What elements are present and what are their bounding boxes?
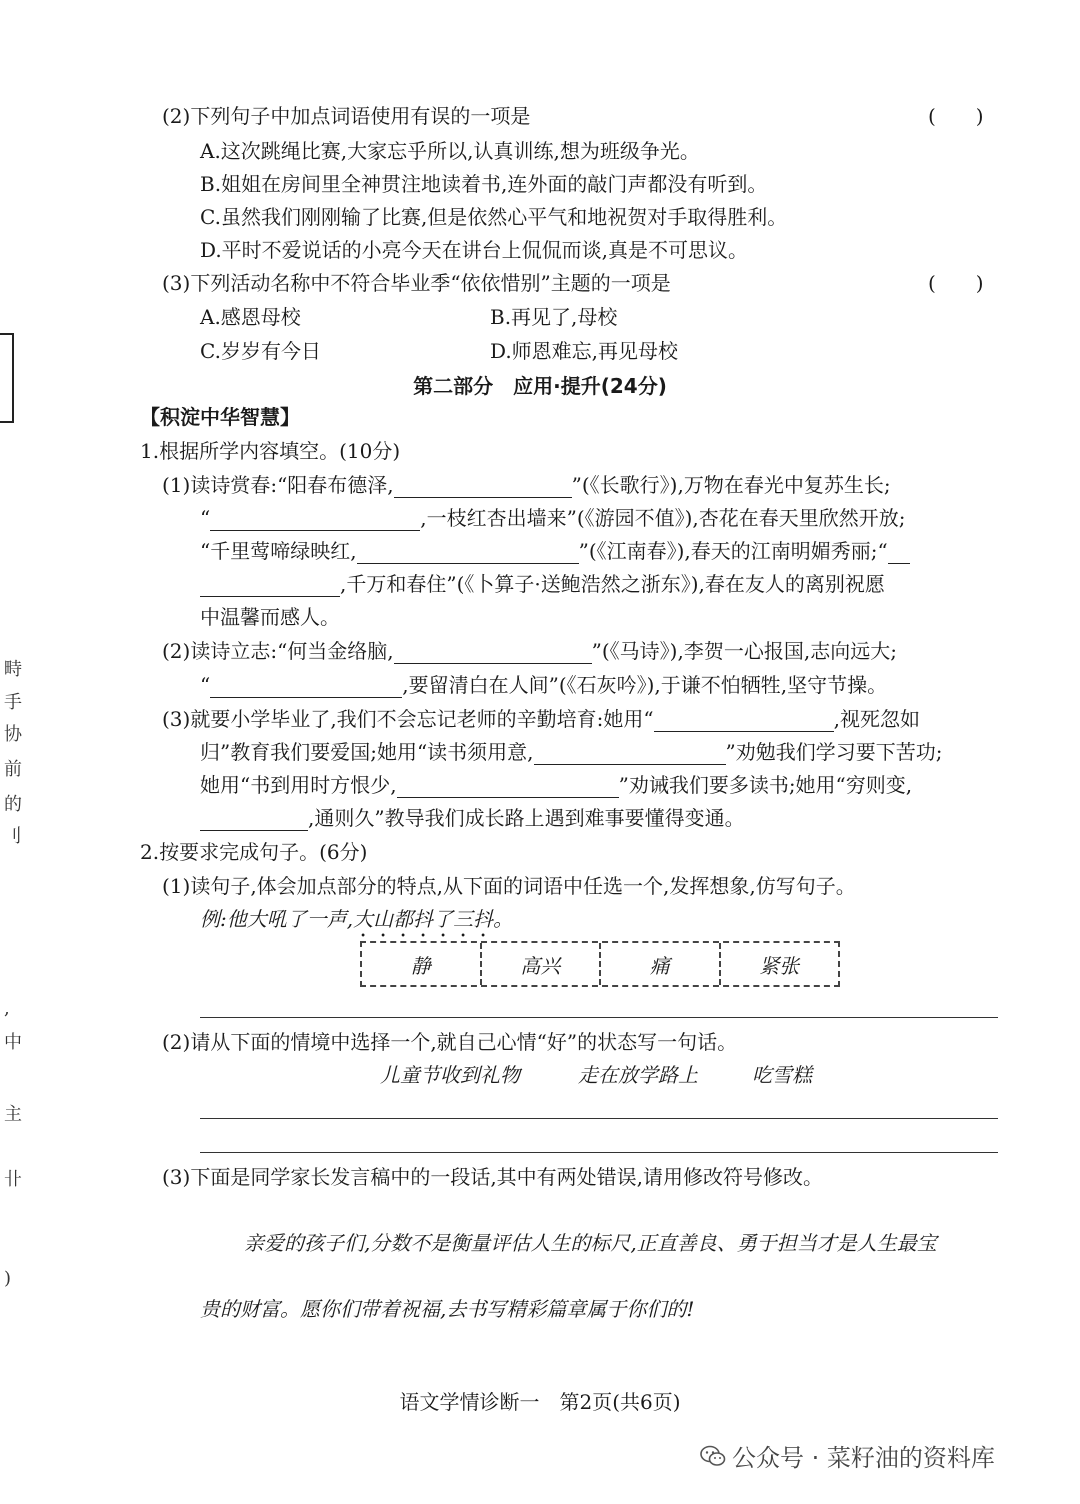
edge-glyph: 主 — [4, 1104, 22, 1125]
q3-option-c: C.岁岁有今日 — [200, 339, 321, 363]
fill-text: ,视死忽如 — [833, 707, 921, 731]
fill-p1-line3 — [200, 536, 910, 566]
fill-text: ”(《江南春》),春天的江南明媚秀丽;“ — [578, 539, 888, 563]
fill-p2-line1 — [162, 636, 897, 666]
edge-glyph: 前 — [4, 759, 22, 780]
scene-option: 走在放学路上 — [578, 1063, 698, 1087]
section-heading: 【积淀中华智慧】 — [140, 405, 300, 429]
sent-s1: (1)读句子,体会加点部分的特点,从下面的词语中任选一个,发挥想象,仿写句子。 — [162, 874, 856, 898]
answer-blank[interactable] — [534, 742, 726, 765]
answer-line[interactable] — [200, 1118, 998, 1119]
fill-text: ”(《长歌行》),万物在春光中复苏生长; — [571, 473, 891, 497]
part2-title: 第二部分 应用·提升(24分) — [413, 374, 667, 398]
fill-p3-line2 — [200, 737, 943, 767]
fill-p1-line4 — [200, 569, 885, 599]
fill-text: ,通则久”教导我们成长路上遇到难事要懂得变通。 — [308, 806, 745, 830]
q2-option-c: C.虽然我们刚刚输了比赛,但是依然心平气和地祝贺对手取得胜利。 — [200, 205, 788, 229]
answer-line[interactable] — [200, 1152, 998, 1153]
page-footer: 语文学情诊断一 第2页(共6页) — [399, 1390, 681, 1414]
scene-option: 吃雪糕 — [752, 1063, 812, 1087]
q2-option-a: A.这次跳绳比赛,大家忘乎所以,认真训练,想为班级争光。 — [200, 139, 700, 163]
answer-blank[interactable] — [888, 541, 910, 564]
answer-blank[interactable] — [200, 574, 340, 597]
fill-text: ”劝诫我们要多读书;她用“穷则变, — [618, 773, 913, 797]
fill-title: 1.根据所学内容填空。(10分) — [140, 439, 401, 463]
watermark-text: 公众号 · 菜籽油的资料库 — [732, 1444, 995, 1472]
fill-text: “ — [200, 506, 211, 530]
fill-text: (1)读诗赏春:“阳春布德泽, — [162, 473, 394, 497]
fill-p2-line2 — [200, 670, 887, 700]
speech-paragraph-line2: 贵的财富。愿你们带着祝福,去书写精彩篇章属于你们的! — [200, 1297, 695, 1321]
word-option[interactable]: 高兴 — [482, 943, 602, 985]
wechat-icon — [700, 1445, 726, 1467]
q3-stem: (3)下列活动名称中不符合毕业季“依依惜别”主题的一项是 — [162, 271, 671, 295]
q2-answer-paren: ( ) — [928, 104, 984, 128]
watermark — [700, 1438, 995, 1473]
sent-s3: (3)下面是同学家长发言稿中的一段话,其中有两处错误,请用修改符号修改。 — [162, 1165, 824, 1189]
edge-glyph: 中 — [4, 1032, 22, 1053]
word-choice-box — [360, 941, 840, 987]
answer-blank[interactable] — [200, 808, 308, 831]
fill-p1-line1 — [162, 470, 891, 500]
word-option[interactable]: 静 — [362, 943, 482, 985]
edge-glyph: 手 — [4, 692, 22, 713]
q2-stem: (2)下列句子中加点词语使用有误的一项是 — [162, 104, 531, 128]
fill-text: ,要留清白在人间”(《石灰吟》),于谦不怕牺牲,坚守节操。 — [402, 673, 888, 697]
q3-option-d: D.师恩难忘,再见母校 — [490, 339, 679, 363]
sent-example — [200, 904, 513, 942]
fill-p3-line4 — [200, 803, 745, 833]
answer-blank[interactable] — [210, 675, 402, 698]
answer-blank[interactable] — [397, 775, 619, 798]
fill-p3-line3 — [200, 770, 912, 800]
edge-glyph: ) — [4, 1268, 12, 1289]
fill-text: 归”教育我们要爱国;她用“读书须用意, — [200, 740, 534, 764]
edge-glyph: 的 — [4, 794, 22, 815]
fill-text: “千里莺啼绿映红, — [200, 539, 357, 563]
answer-blank[interactable] — [394, 475, 572, 498]
edge-glyph: 协 — [4, 724, 22, 745]
q3-option-a: A.感恩母校 — [200, 305, 301, 329]
fill-text: ,千万和春住”(《卜算子·送鲍浩然之浙东》),春在友人的离别祝愿 — [340, 572, 885, 596]
q2-option-d: D.平时不爱说话的小亮今天在讲台上侃侃而谈,真是不可思议。 — [200, 238, 749, 262]
answer-blank[interactable] — [654, 709, 834, 732]
sent-title: 2.按要求完成句子。(6分) — [140, 840, 368, 864]
fill-text: “ — [200, 673, 211, 697]
answer-blank[interactable] — [357, 541, 579, 564]
edge-glyph: 卝 — [4, 1169, 22, 1190]
fill-p3-line1 — [162, 704, 920, 734]
q3-answer-paren: ( ) — [928, 271, 984, 295]
fill-text: ,一枝红杏出墙来”(《游园不值》),杏花在春天里欣然开放; — [420, 506, 906, 530]
fill-text: (3)就要小学毕业了,我们不会忘记老师的辛勤培育:她用“ — [162, 707, 654, 731]
answer-line[interactable] — [200, 1017, 998, 1018]
edge-glyph: 畤 — [4, 659, 22, 680]
fill-text: ”劝勉我们学习要下苦功; — [725, 740, 943, 764]
fill-text: ”(《马诗》),李贺一心报国,志向远大; — [591, 639, 897, 663]
example-dotted-text: 大山都抖了三抖 — [353, 907, 494, 931]
sent-s2: (2)请从下面的情境中选择一个,就自己心情“好”的状态写一句话。 — [162, 1030, 738, 1054]
edge-glyph: , — [4, 998, 10, 1019]
example-text: 例:他大吼了一声, — [200, 907, 354, 931]
fill-p1-line5: 中温馨而感人。 — [200, 605, 340, 629]
answer-blank[interactable] — [394, 641, 592, 664]
fill-p1-line2 — [200, 503, 906, 533]
answer-blank[interactable] — [210, 508, 420, 531]
word-option[interactable]: 紧张 — [759, 953, 800, 978]
speech-paragraph-line1: 亲爱的孩子们,分数不是衡量评估人生的标尺,正直善良、勇于担当才是人生最宝 — [244, 1231, 937, 1255]
fill-text: (2)读诗立志:“何当金络脑, — [162, 639, 394, 663]
q2-option-b: B.姐姐在房间里全神贯注地读着书,连外面的敲门声都没有听到。 — [200, 172, 768, 196]
fill-text: 她用“书到用时方恨少, — [200, 773, 397, 797]
edge-glyph: 刂 — [4, 826, 22, 847]
scene-option: 儿童节收到礼物 — [380, 1063, 520, 1087]
example-text: 。 — [493, 907, 514, 931]
word-option[interactable]: 痛 — [601, 943, 721, 985]
q3-option-b: B.再见了,母校 — [490, 305, 618, 329]
